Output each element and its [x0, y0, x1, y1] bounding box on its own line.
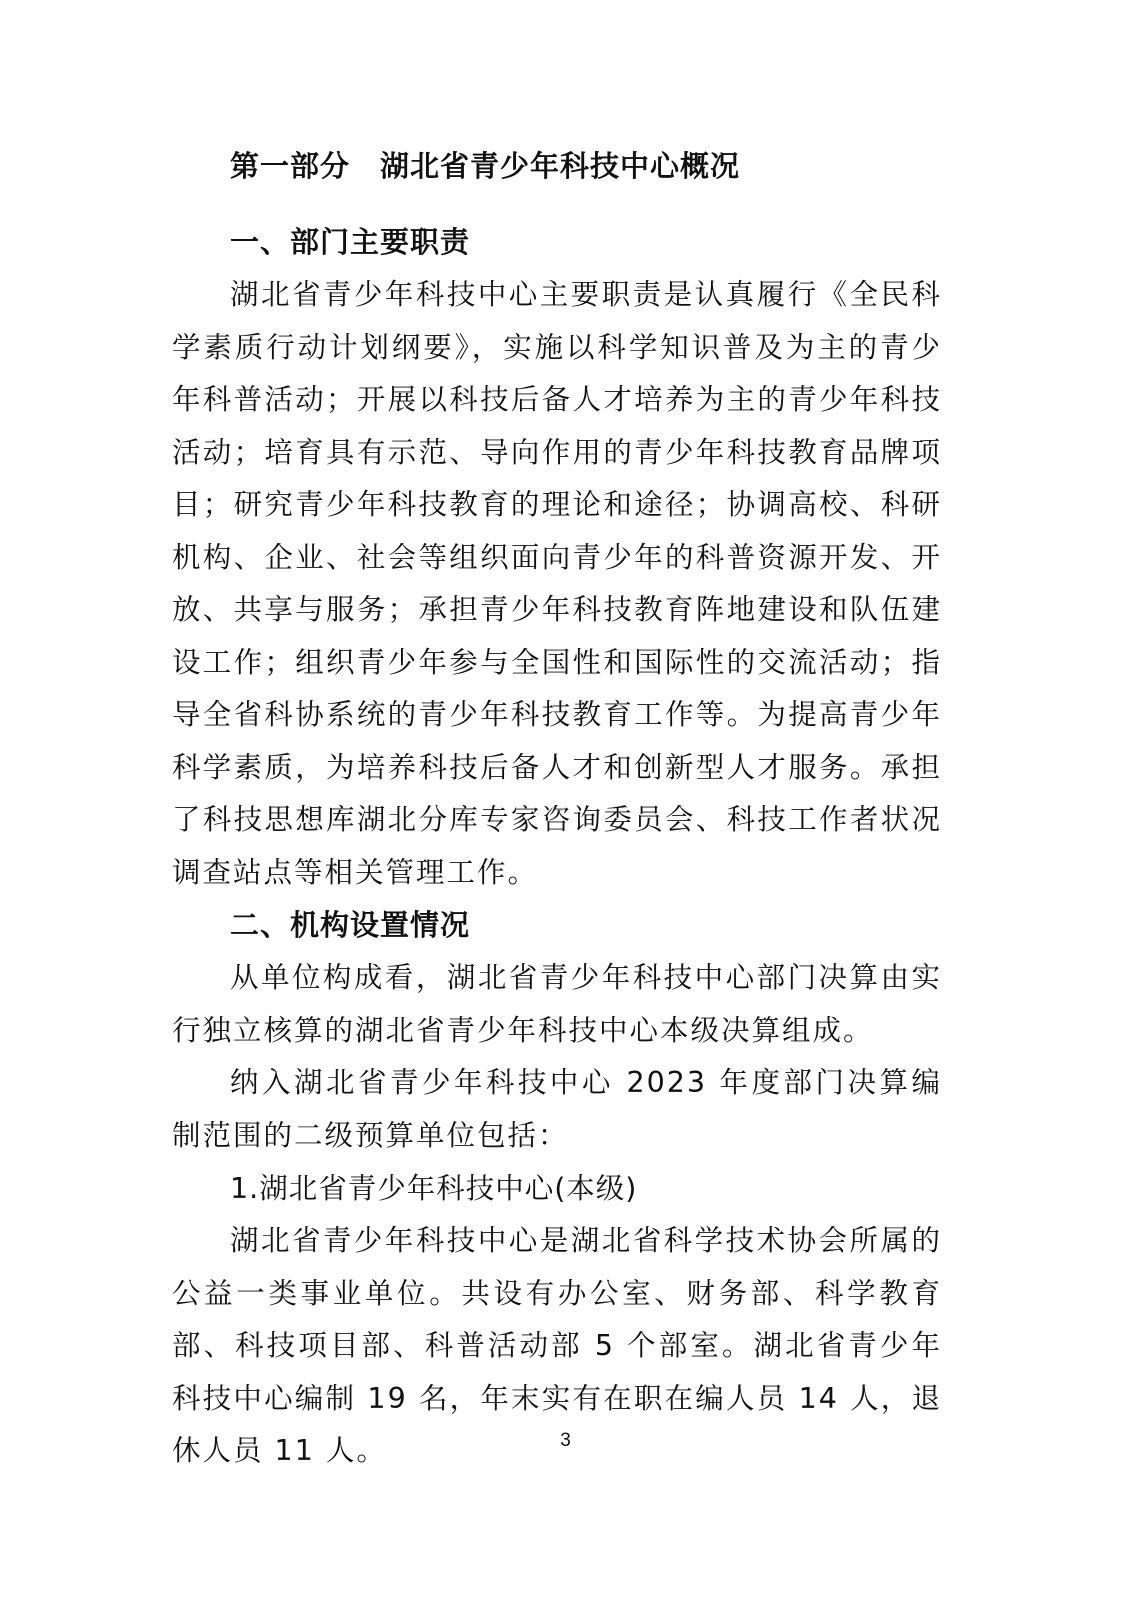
- page-number: 3: [560, 1430, 571, 1451]
- section-heading-organization: 二、机构设置情况: [230, 908, 471, 942]
- organization-paragraph-scope: 纳入湖北省青少年科技中心 2023 年度部门决算编制范围的二级预算单位包括：: [172, 1066, 942, 1152]
- spacer: [172, 192, 942, 216]
- organization-paragraph-composition: 从单位构成看，湖北省青少年科技中心部门决算由实行独立核算的湖北省青少年科技中心本级决算组成。: [172, 961, 942, 1047]
- part-title: 第一部分 湖北省青少年科技中心概况: [230, 149, 741, 183]
- unit-description-paragraph: 湖北省青少年科技中心是湖北省科学技术协会所属的公益一类事业单位。共设有办公室、财务部、科学教育部、科技项目部、科普活动部 5 个部室。湖北省青少年科技中心编制 19 名，年末实有在职在编人员 14 人，退休人员 11 人。: [172, 1224, 942, 1467]
- list-item-unit: 1.湖北省青少年科技中心(本级): [230, 1172, 638, 1205]
- duties-paragraph: 湖北省青少年科技中心主要职责是认真履行《全民科学素质行动计划纲要》，实施以科学知识普及为主的青少年科普活动；开展以科技后备人才培养为主的青少年科技活动；培育具有示范、导向作用的青少年科技教育品牌项目；研究青少年科技教育的理论和途径；协调高校、科研机构、企业、社会等组织面向青少年的科普资源开发、开放、共享与服务；承担青少年科技教育阵地建设和队伍建设工作；组织青少年参与全国性和国际性的交流活动；指导全省科协系统的青少年科技教育工作等。为提高青少年科学素质，为培养科技后备人才和创新型人才服务。承担了科技思想库湖北分库专家咨询委员会、科技工作者状况调查站点等相关管理工作。: [172, 278, 942, 889]
- page-content: [172, 140, 942, 1478]
- section-heading-duties: 一、部门主要职责: [230, 225, 471, 259]
